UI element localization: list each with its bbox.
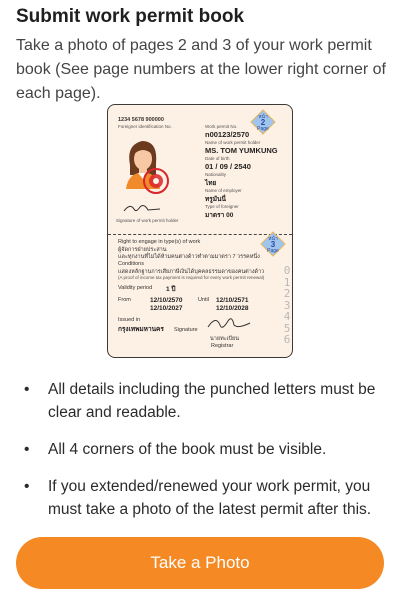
page-3-badge-label: หน้า	[268, 236, 278, 242]
validity-value: 1 ปี	[166, 286, 176, 293]
bullet-glyph: •	[24, 441, 30, 458]
list-item	[20, 438, 390, 461]
page-2-badge	[250, 109, 276, 135]
employer: ทรูมันนี่	[205, 196, 226, 203]
registrar-signature	[204, 313, 254, 333]
from-date: 12/10/2027	[150, 305, 183, 312]
bullet-glyph: •	[24, 478, 30, 495]
issued-label: Issued in	[118, 317, 141, 323]
requirement-text: All 4 corners of the book must be visible.	[48, 441, 327, 458]
page-3-badge	[260, 231, 286, 257]
page-2-badge-label: หน้า	[258, 114, 268, 120]
until-label: Until	[198, 297, 210, 303]
issued-value: กรุงเทพมหานคร	[118, 326, 164, 333]
conditions-label: Conditions	[118, 261, 144, 267]
page-title: Submit work permit book	[16, 6, 245, 27]
holder-signature	[122, 201, 162, 215]
page-3-badge-number: 3	[270, 240, 276, 249]
permit-no: n00123/2570	[205, 130, 250, 139]
requirement-text: If you extended/renewed your work permit, you must take a photo of the latest permit after this.	[48, 478, 372, 518]
take-photo-button[interactable]: Take a Photo	[16, 537, 384, 589]
holder-signature-label: Signature of work permit holder	[116, 218, 179, 223]
page-3-badge-page: Page	[267, 248, 279, 254]
list-item	[20, 378, 390, 424]
work-permit-illustration	[107, 104, 293, 358]
registrar-label: Registrar	[211, 343, 234, 349]
from-date-th: 12/10/2570	[150, 297, 183, 304]
page-2-badge-number: 2	[260, 118, 266, 127]
nationality-label: Nationality	[205, 172, 227, 177]
punched-serial-number: 0123456	[283, 264, 291, 346]
work-right-th-2: และทุกงานที่ไม่ได้ห้ามคนต่างด้าวทำตามมาตรา 7 วรรคหนึ่ง	[118, 254, 260, 260]
holder-name: MS. TOM YUMKUNG	[205, 146, 278, 155]
registrar-signature-label: Signature	[174, 327, 198, 333]
from-label: From	[118, 297, 131, 303]
until-date: 12/10/2028	[216, 305, 249, 312]
foreigner-id-label: Foreigner identification No.	[118, 124, 172, 129]
instructions-text: Take a photo of pages 2 and 3 of your work permit book (See page numbers at the lower right corner of each page).	[16, 37, 386, 102]
dob: 01 / 09 / 2540	[205, 162, 251, 171]
nationality: ไทย	[205, 180, 217, 187]
work-right-th-1: ผู้จัดการฝ่ายประสาน	[118, 247, 167, 253]
dob-label: Date of birth	[205, 156, 230, 161]
work-right-label: Right to engage in type(s) of work	[118, 239, 201, 245]
holder-name-label: Name of work permit holder	[205, 140, 261, 145]
requirement-text: All details including the punched letters must be clear and readable.	[48, 381, 376, 421]
stamp-seal	[142, 167, 170, 195]
registrar-th: นายทะเบียน	[210, 336, 240, 342]
list-item	[20, 475, 390, 521]
requirements-list	[20, 378, 390, 535]
bullet-glyph: •	[24, 381, 30, 398]
validity-label: Validity period	[118, 285, 153, 291]
page-2-badge-page: Page	[257, 126, 269, 132]
until-date-th: 12/10/2571	[216, 297, 249, 304]
conditions-en: (A proof of income tax payment is required for every work permit renewal)	[118, 275, 265, 280]
employer-label: Name of employer	[205, 188, 242, 193]
foreigner-id: 1234 5678 900000	[118, 117, 164, 123]
conditions-th: แสดงหลักฐานการเสียภาษีเงินได้บุคคลธรรมดาของคนต่างด้าว	[118, 269, 265, 275]
permit-no-label: Work permit No.	[205, 124, 238, 129]
foreigner-type-label: Type of foreigner	[205, 204, 239, 209]
foreigner-type: มาตรา 00	[205, 212, 234, 219]
